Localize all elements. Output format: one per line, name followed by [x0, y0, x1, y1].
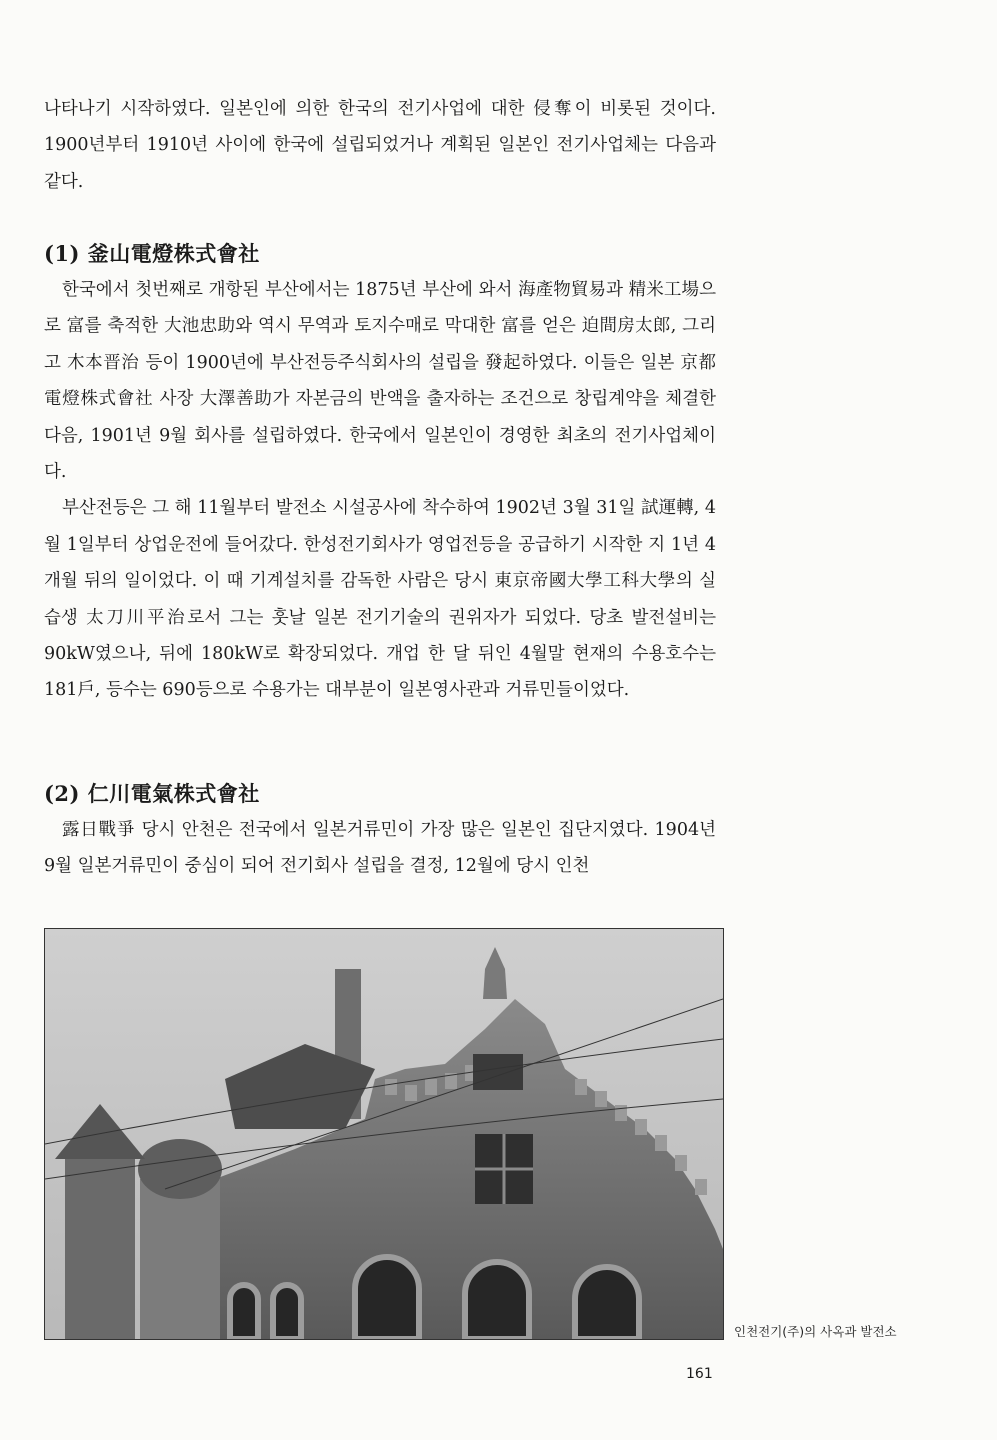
page-number: 161 [686, 1366, 713, 1382]
section-1-paragraph-1: 한국에서 첫번째로 개항된 부산에서는 1875년 부산에 와서 海產物貿易과 精米工場으로 富를 축적한 大池忠助와 역시 무역과 토지수매로 막대한 富를 얻은 迫間房太郎, 그리고 木本晋治 등이 1900년에 부산전등주식회사의 설립을 發起하였다. 이들은 일본 京都電燈株式會社 사장 大澤善助가 자본금의 반액을 출자하는 조건으로 창립계약을 체결한 다음, 1901년 9월 회사를 설립하였다. 한국에서 일본인이 경영한 최초의 전기사업체이다. [44, 280, 716, 483]
building-photo [44, 928, 724, 1340]
section-2-paragraph-1: 露日戰爭 당시 안천은 전국에서 일본거류민이 가장 많은 일본인 집단지였다. 1904년 9월 일본거류민이 중심이 되어 전기회사 설립을 결정, 12월에 당시 인천 [44, 820, 716, 877]
building-photo-illustration [45, 929, 723, 1339]
intro-text: 나타나기 시작하였다. 일본인에 의한 한국의 전기사업에 대한 侵奪이 비롯된 것이다. 1900년부터 1910년 사이에 한국에 설립되었거나 계획된 일본인 전기사업체는 다음과 같다. [44, 99, 716, 192]
section-1-paragraph-2: 부산전등은 그 해 11월부터 발전소 시설공사에 착수하여 1902년 3월 31일 試運轉, 4월 1일부터 상업운전에 들어갔다. 한성전기회사가 영업전등을 공급하기 시작한 지 1년 4개월 뒤의 일이었다. 이 때 기계설치를 감독한 사람은 당시 東京帝國大學工科大學의 실습생 太刀川平治로서 그는 훗날 일본 전기기술의 권위자가 되었다. 당초 발전설비는 90kW였으나, 뒤에 180kW로 확장되었다. 개업 한 달 뒤인 4월말 현재의 수용호수는 181戶, 등수는 690등으로 수용가는 대부분이 일본영사관과 거류민들이었다. [44, 498, 716, 701]
section-2-body [44, 812, 716, 885]
section-2-heading: (2) 仁川電氣株式會社 [44, 781, 260, 806]
section-1-heading: (1) 釜山電燈株式會社 [44, 241, 260, 266]
figure-caption: 인천전기(주)의 사옥과 발전소 [734, 1324, 897, 1339]
section-1-body [44, 272, 716, 709]
intro-paragraph [44, 91, 716, 200]
